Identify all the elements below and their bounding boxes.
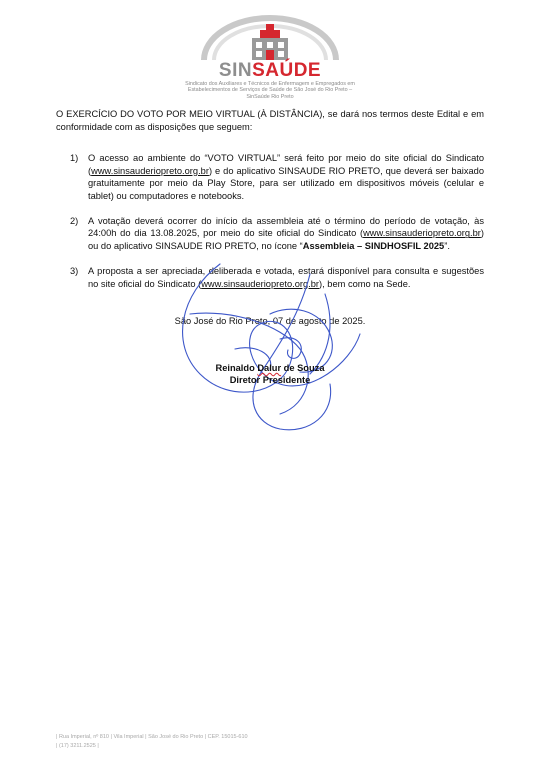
footer-address (56, 733, 248, 751)
site-link[interactable]: www.sinsauderiopreto.org.br (363, 228, 481, 239)
signatory-name: Reinaldo Dalur de Souza (215, 363, 325, 373)
assembly-name: Assembleia – SINDHOSFIL 2025 (302, 240, 445, 251)
list-item: 3) A proposta a ser apreciada, deliberada e votada, estará disponível para consulta e sugestões no site oficial do Sindicato (www.sinsauderiopreto.org.br), bem como na Sede. (70, 265, 484, 289)
signatory-role: Diretor Presidente (229, 375, 311, 385)
list-item: 2) A votação deverá ocorrer do início da assembleia até o término do período de votação, às 24:00h do dia 13.08.2025, por meio do site oficial do Sindicato (www.sinsauderiopreto.org.br) ou do aplicativo SINSAUDE RIO PRETO, no ícone “Assembleia – SINDHOSFIL 2025”. (70, 215, 484, 251)
date-line: São José do Rio Preto, 07 de agosto de 2025. (174, 316, 366, 326)
sinsaude-logo-icon (196, 14, 344, 62)
logo-tagline: Sindicato dos Auxiliares e Técnicos de Enfermagem e Empregados em Estabelecimentos de Serviços de Saúde de São José do Rio Preto – SinSaúde Rio Preto (185, 81, 355, 100)
logo-wordmark: SINSAÚDE (218, 60, 322, 81)
site-link[interactable]: www.sinsauderiopreto.org.br (91, 165, 209, 176)
intro-paragraph: O EXERCÍCIO DO VOTO POR MEIO VIRTUAL (À DISTÂNCIA), se dará nos termos deste Edital e em conformidade com as disposições que seguem: (56, 109, 484, 132)
list-item: 1) O acesso ao ambiente do “VOTO VIRTUAL” será feito por meio do site oficial do Sindicato (www.sinsauderiopreto.org.br) e do aplicativo SINSAUDE RIO PRETO, que deverá ser baixado gratuitamente por meio da Play Store, para ser utilizado em dispositivos móveis (celular e tablet) ou computadores e notebooks. (70, 153, 484, 201)
provisions-list (56, 152, 484, 303)
site-link[interactable]: www.sinsauderiopreto.org.br (201, 278, 320, 289)
footer-address-line: | Rua Imperial, nº 810 | Vila Imperial | São José do Rio Preto | CEP. 15015-610 (56, 734, 248, 740)
footer-phone-line: | (17) 3211.2525 | (56, 743, 99, 749)
